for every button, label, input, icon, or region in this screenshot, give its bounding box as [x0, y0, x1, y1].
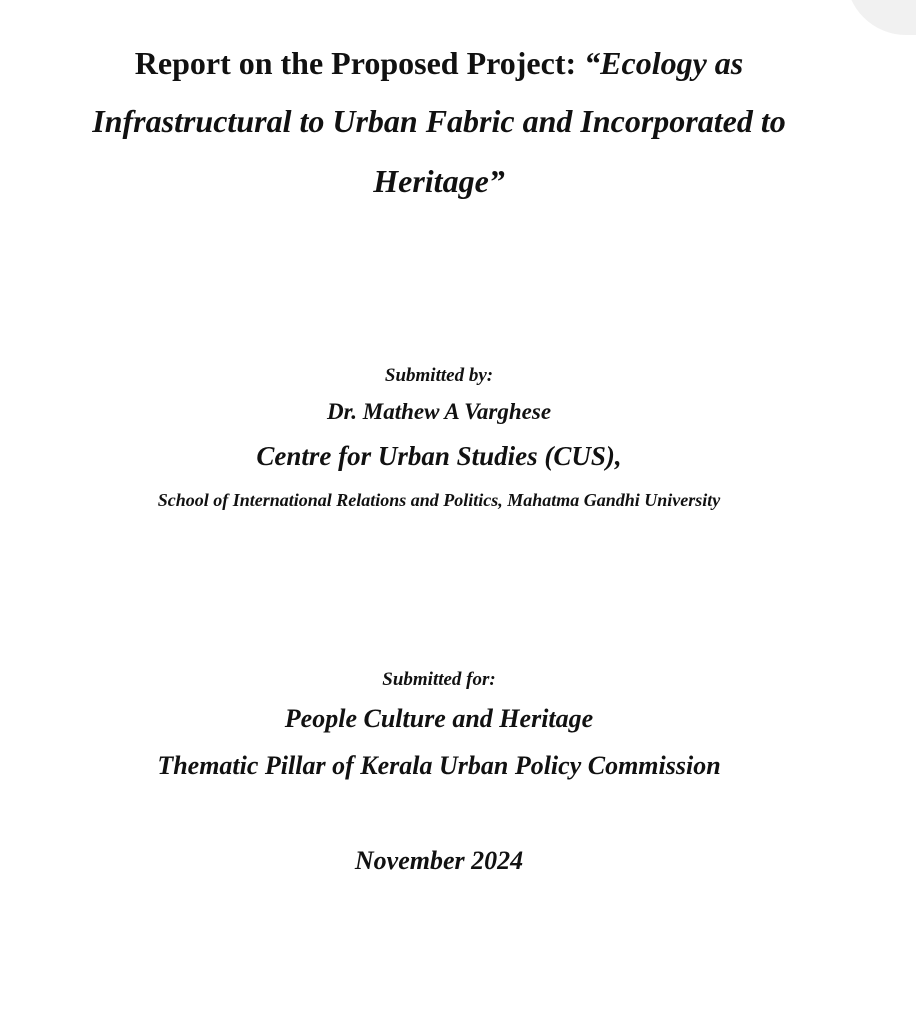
title-prefix: Report on the Proposed Project:: [134, 45, 585, 81]
school-name: School of International Relations and Politics, Mahatma Gandhi University: [157, 490, 721, 510]
title-line-3-text: Heritage”: [373, 163, 505, 199]
title-line-2: [0, 101, 878, 141]
title-italic-start: “Ecology as: [584, 45, 744, 81]
submitted-for-line-2: Thematic Pillar of Kerala Urban Policy Commission: [157, 751, 721, 780]
submitted-for-label: Submitted for:: [382, 669, 496, 690]
author-name: Dr. Mathew A Varghese: [326, 399, 552, 424]
submitted-by-label: Submitted by:: [384, 365, 494, 386]
centre-name: Centre for Urban Studies (CUS),: [256, 441, 622, 471]
submitted-for-line-1: People Culture and Heritage: [284, 704, 594, 733]
title-line-3: [0, 161, 878, 201]
title-line-1: [0, 43, 878, 83]
document-date: November 2024: [354, 846, 524, 875]
title-line-2-text: Infrastructural to Urban Fabric and Incorporated to: [92, 103, 786, 139]
